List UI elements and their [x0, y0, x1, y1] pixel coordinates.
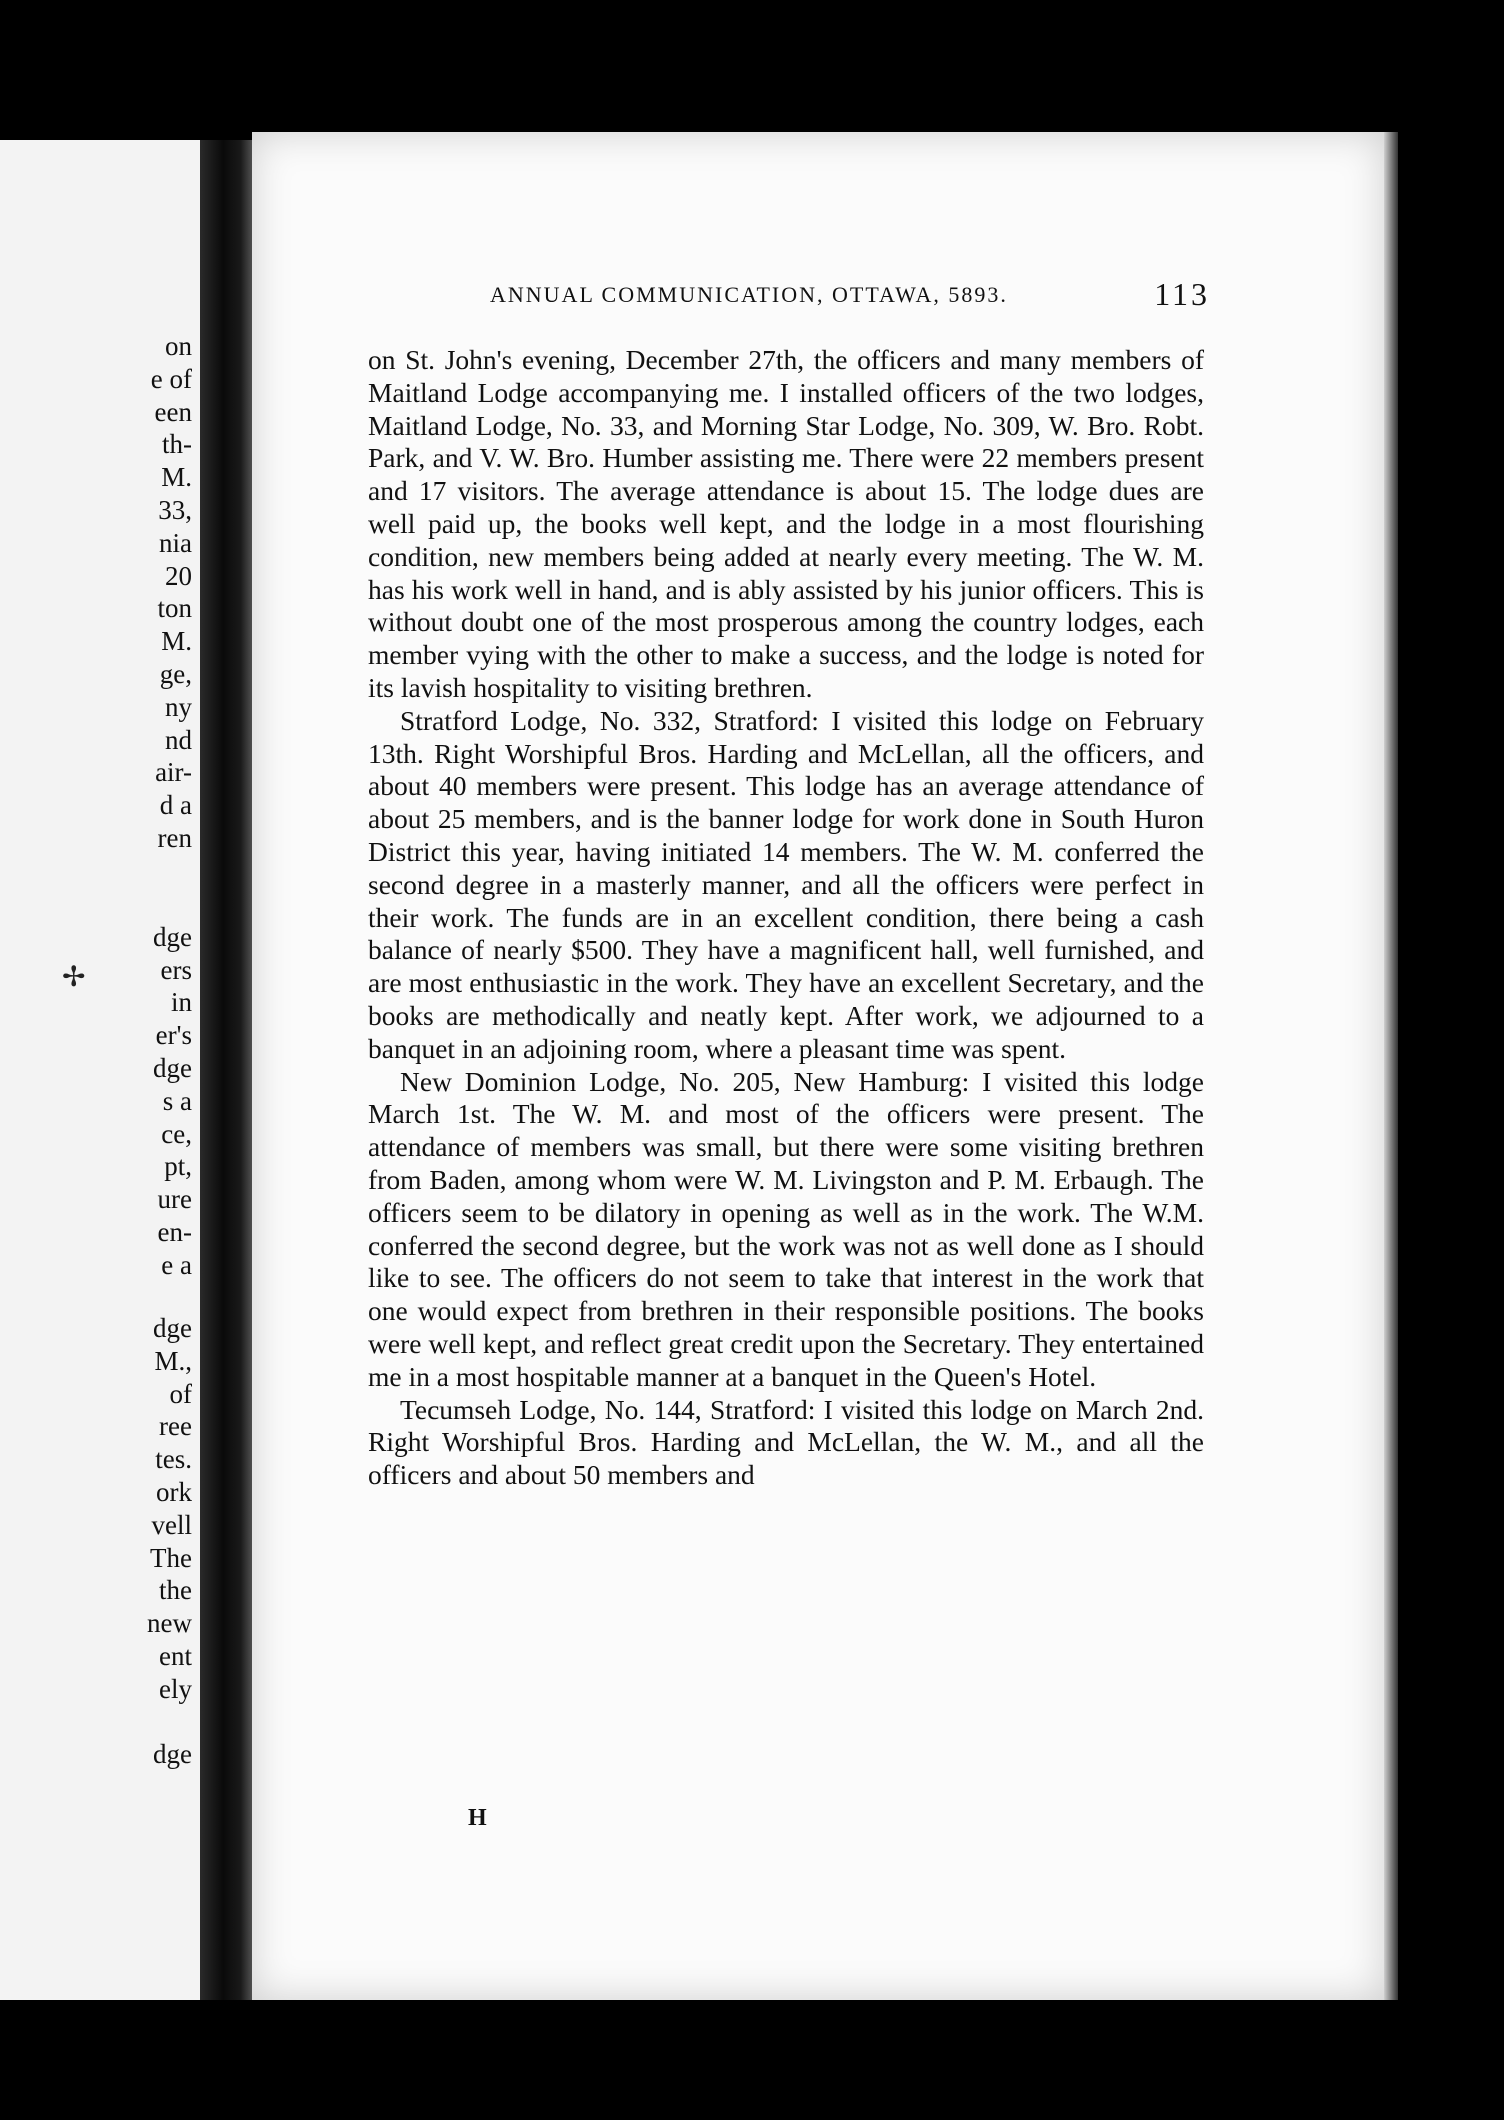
paragraph: Tecumseh Lodge, No. 144, Stratford: I visited this lodge on March 2nd. Right Worshipful Bros. Harding and McLellan, the W. M., and all the officers and about 50 members and [368, 1393, 1204, 1491]
left-page-fragment: ent [159, 1641, 192, 1671]
paragraph: New Dominion Lodge, No. 205, New Hamburg: I visited this lodge March 1st. The W. M. and most of the officers were present. The attendance of members was small, but there were some visiting brethren from Baden, among whom were W. M. Livingston and P. M. Erbaugh. The officers seem to be dilatory in opening as well as in the work. The W.M. conferred the second degree, but the work was not as well done as I should like to see. The officers do not seem to take that interest in the work that one would expect from brethren in their responsible positions. The books were well kept, and reflect great credit upon the Secretary. They entertained me in a most hospitable manner at a banquet in the Queen's Hotel. [368, 1065, 1204, 1392]
left-page-fragment: pt, [164, 1151, 192, 1182]
paragraph: Stratford Lodge, No. 332, Stratford: I visited this lodge on February 13th. Right Worshipful Bros. Harding and McLellan, all the officers, and about 40 members were present. This lodge has an average attendance of about 25 members, and is the banner lodge for work done in South Huron District this year, having initiated 14 members. The W. M. conferred the second degree in a masterly manner, and all the officers were perfect in their work. The funds are in an excellent condition, there being a cash balance of nearly $500. They have a magnificent hall, well furnished, and are most enthusiastic in the work. They have an excellent Secretary, and the books are methodically and neatly kept. After work, we adjourned to a banquet in an adjoining room, where a pleasant time was spent. [368, 704, 1204, 1064]
left-page-fragment: dge [153, 1053, 192, 1083]
left-page-fragment: on [165, 331, 192, 361]
left-page-fragment: tes. [155, 1444, 192, 1475]
page-body [368, 344, 1204, 1492]
paragraph: on St. John's evening, December 27th, the officers and many members of Maitland Lodge accompanying me. I installed officers of the two lodges, Maitland Lodge, No. 33, and Morning Star Lodge, No. 309, W. Bro. Robt. Park, and V. W. Bro. Humber assisting me. There were 22 members present and 17 visitors. The average attendance is about 15. The lodge dues are well paid up, the books well kept, and the lodge in a most flourishing condition, new members being added at nearly every meeting. The W. M. has his work well in hand, and is ably assisted by his junior officers. This is without doubt one of the most prosperous among the country lodges, each member vying with the other to make a success, and the lodge is noted for its lavish hospitality to visiting brethren. [368, 344, 1204, 703]
left-facing-page [0, 140, 200, 2000]
left-page-fragment: en- [157, 1217, 192, 1247]
left-page-fragment: M. [161, 626, 192, 657]
left-page-fragment: er's [155, 1020, 192, 1051]
page-number: 113 [1154, 276, 1210, 312]
left-page-fragment: ree [159, 1411, 192, 1442]
left-page-fragment: dge [153, 1739, 192, 1770]
left-page-fragment: dge [153, 1313, 192, 1343]
left-page-fragment: air- [155, 757, 192, 788]
left-page-fragment: 33, [158, 495, 192, 525]
left-page-fragment: ton [157, 593, 192, 624]
left-page-fragment: ure [157, 1184, 192, 1215]
left-page-fragment: ren [157, 823, 192, 853]
book-gutter [200, 140, 258, 2000]
left-page-fragment: ge, [159, 659, 192, 689]
running-title: ANNUAL COMMUNICATION, OTTAWA, 5893. [490, 282, 1008, 307]
left-page-fragment: nd [165, 724, 192, 755]
left-page-fragment: s a [162, 1085, 192, 1116]
left-page-fragment: The [150, 1542, 192, 1573]
left-page-fragment: dge [153, 921, 192, 952]
left-page-fragment: vell [151, 1509, 192, 1540]
left-page-fragment: ers [160, 954, 192, 985]
left-page-fragment: een [154, 396, 192, 427]
left-page-fragment: e of [150, 363, 192, 394]
left-page-fragment: the [159, 1575, 192, 1606]
left-page-fragment: new [147, 1608, 192, 1639]
left-page-fragment: M., [154, 1345, 192, 1376]
left-page-fragment: nia [159, 527, 192, 558]
left-page-fragment: th- [162, 429, 192, 460]
left-page-fragment: of [169, 1378, 192, 1409]
left-page-fragment: d a [159, 790, 192, 821]
left-page-fragment: M. [161, 462, 192, 493]
left-page-fragment: in [170, 987, 192, 1018]
left-page-fragment: ork [156, 1477, 192, 1507]
signature-mark: H [468, 1805, 487, 1831]
stray-mark-icon: ✢ [62, 960, 86, 993]
left-page-fragment: ce, [161, 1118, 192, 1149]
left-page-fragment: ely [159, 1673, 192, 1704]
left-page-fragment: e a [161, 1249, 192, 1280]
left-page-fragment: ny [165, 691, 192, 722]
page-edge [1384, 132, 1398, 2000]
left-page-fragment: 20 [165, 560, 192, 591]
